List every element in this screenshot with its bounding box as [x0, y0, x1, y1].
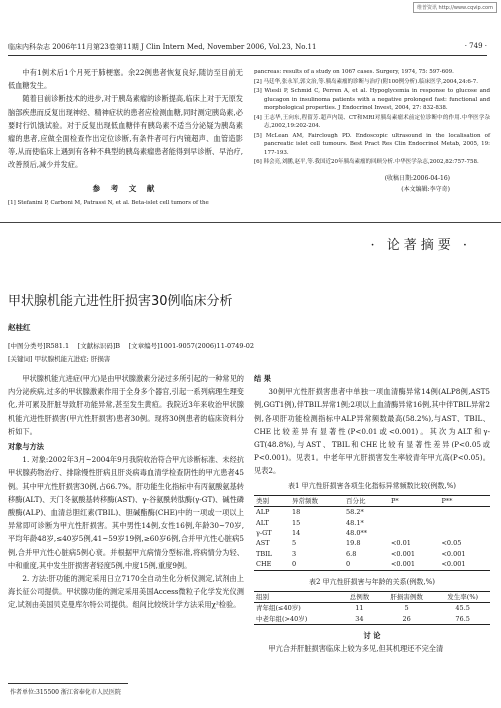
article-right-column [254, 372, 490, 656]
table-cell: <0.001 [389, 559, 440, 570]
table-cell: <0.01 [390, 539, 411, 548]
table-cell [389, 528, 440, 538]
reference-item: [4] 王志华,王向东,程留芳.超声内镜、CT和MRI对胰岛素瘤术前定位诊断中的作用.中华医学杂志,2002,19:202-204. [254, 114, 490, 129]
table-cell: ALT [256, 518, 269, 527]
methods-heading: 对象与方法 [8, 442, 44, 452]
table-cell: 34 [341, 614, 378, 625]
table-cell: 0 [344, 559, 389, 570]
prev-article-left-column [8, 66, 243, 208]
table-cell: 3 [292, 549, 297, 558]
article-meta [8, 340, 254, 366]
table-cell [439, 528, 490, 538]
column-header: 组别 [254, 591, 341, 602]
table-cell [389, 507, 440, 518]
column-header: 百分比 [344, 495, 389, 506]
table-cell: <0.001 [439, 559, 490, 570]
table-row [254, 528, 490, 538]
column-header: 异常频数 [290, 495, 344, 506]
journal-line: 临床内科杂志 2006年11月第23卷第11期 J Clin Intern Med, November 2006, Vol.23, No.11 [8, 43, 317, 51]
table-cell: TBIL [256, 549, 272, 558]
reference-item: [5] McLean AM, Fairclough PD. Endoscopic ultrasound in the localisation of pancreatic islet cell tumours. Best Pract Res Clin Endocrinol Metab, 2005, 19: 177-193. [254, 132, 490, 156]
column-header: P** [439, 495, 490, 506]
table-cell [439, 507, 490, 518]
editor-note: (本文编辑:李守奇) [401, 185, 450, 193]
table-cell: 18 [292, 508, 301, 517]
table-row [254, 614, 490, 625]
table-row [254, 603, 490, 614]
table-cell: <0.05 [441, 539, 462, 548]
clc-number: [中图分类号]R581.1 [8, 342, 70, 350]
column-header: 类别 [254, 495, 290, 506]
table-cell: AST [256, 539, 270, 548]
results-paragraph: 30例甲亢性肝损害患者中单独一项血清酶异常14例(ALP8例,AST5例,GGT1例),伴TBIL异常1例;2项以上血清酶异常16例,其中伴TBIL异常2例,各项肝功能检测指标中ALP异常频数最高(58.2%),与AST、TBIL、CHE比较差异有显著性(P<0.01或<0.001)。其次为ALT和γ-GT(48.8%),与AST、TBIL和CHE比较有显著性差异(P<0.05或P<0.001)。见表1。中老年甲亢肝损害发生率较青年甲亢高(P<0.05)。见表2。 [254, 387, 490, 476]
page-number: · 749 · [464, 42, 487, 50]
author-affiliation: 作者单位:315500 浙江省奉化市人民医院 [10, 689, 121, 696]
reference-item: [6] 韩会亮,刘鹏,赵平,等.我国近20年胰岛素瘤的回顾分析.中华医学杂志,2002,82:757-758. [254, 159, 479, 165]
table-row [254, 559, 490, 570]
table-cell: 48.0** [346, 529, 367, 538]
table-cell: 5 [292, 539, 297, 548]
table-cell: 中老年组(>40岁) [254, 614, 341, 625]
table-cell: 15 [292, 518, 301, 527]
table-cell: <0.001 [441, 549, 466, 558]
received-date: (收稿日期:2006-04-16) [384, 174, 450, 182]
article-number: [文章编号]1001-9057(2006)11-0749-02 [128, 342, 255, 350]
results-heading: 结 果 [254, 374, 271, 383]
table-cell: 0 [290, 559, 344, 570]
author: 赵桂红 [8, 323, 31, 332]
article-left-column [8, 372, 244, 612]
discussion-paragraph: 甲亢合并肝脏损害临床上较为多见,但其机理还不完全清 [268, 644, 444, 654]
prev-paragraph-2: 随着目前诊断技术的进步,对于胰岛素瘤的诊断提高,临床上对于无原发脑部疾患而反复出现神经、精神症状的患者应检测血糖,同时测定胰岛素,必要时行饥饿试验。对于反复出现低血糖伴有胰岛素不适当分泌疑为胰岛素瘤的患者,应做全面检查作出定位诊断,有条件者可行内镜超声、血管造影等,从而使临床上遇到有各种不典型的胰岛素瘤患者能得到早诊断、早治疗,改善预后,减少并发症。 [8, 94, 243, 170]
table-cell: ALP [256, 508, 270, 517]
table-cell [389, 518, 440, 528]
table2-caption: 表2 甲亢性肝损害与年龄的关系(例数,%) [308, 577, 436, 586]
article-title: 甲状腺机能亢进性肝损害30例临床分析 [8, 294, 233, 309]
table-cell: 11 [355, 604, 364, 613]
column-header: 总例数 [341, 591, 378, 602]
reference-item: [1] Stefanini P, Carboni M, Patrassi N, et al. Beta-islet cell tumors of the [8, 199, 209, 206]
table-cell: 5 [404, 604, 409, 613]
table-cell: γ-GT [256, 529, 272, 538]
table-cell: 6.8 [346, 549, 357, 558]
table-cell: <0.001 [390, 549, 416, 558]
table-row [254, 538, 490, 548]
table-cell: 14 [292, 529, 301, 538]
table-row [254, 549, 490, 559]
table-cell: 45.5 [455, 604, 470, 613]
table1 [254, 495, 490, 571]
references-heading: 参 考 文 献 [92, 183, 159, 193]
classification-line [8, 340, 254, 353]
table2 [254, 591, 490, 625]
reference-item: pancreas: results of a study on 1067 cases. Surgery, 1974, 75: 597-609. [254, 69, 454, 75]
keywords: [关键词] 甲状腺机能亢进症; 肝损害 [8, 355, 111, 363]
table-row [254, 518, 490, 528]
table-cell [439, 518, 490, 528]
reference-item: [3] Wiesli P, Schmid C, Perren A, et al. Hypoglycemia in response to glucose and glucagon in insulinoma patients with a negative prolonged fast: functional and morphological properties. J Endocrinol Invest, 2004, 27: 832-838. [254, 88, 490, 111]
column-header: P* [389, 495, 440, 506]
section-title: · 论著摘要 · [370, 238, 471, 253]
table-header-row [254, 495, 490, 506]
intro-paragraph: 甲状腺机能亢进症(甲亢)是由甲状腺激素分泌过多所引起的一种常见的内分泌疾病,过多的甲状腺激素作用于全身多个器官,引起一系列病理生理变化,并可累及肝脏导致肝功能异常,甚至发生黄疸。我院近3年来收治甲状腺机能亢进性肝损害(甲亢性肝损害)患者30例。现将30例患者的临床资料分析如下。 [8, 374, 244, 436]
methods-procedure: 2. 方法:肝功能的测定采用日立7170全自动生化分析仪测定,试剂由上海长征公司提供。甲状腺功能的测定采用美国Access微粒子化学发光仪测定,试剂由美国贝克曼库尔特公司提供。组间比较统计学方法采用χ²检验。 [8, 574, 244, 610]
methods-subjects: 1. 对象:2002年3月~2004年9月我院收治符合甲亢诊断标准、未经抗甲状腺药物治疗、排除慢性肝病且肝炎病毒血清学检查阴性的甲亢患者45例。其中甲亢性肝损害30例,占66.7%。肝功能生化指标中有丙氨酸氨基转移酶(ALT)、天门冬氨酸基转移酶(AST)、γ-谷氨酰转肽酶(γ-GT)、碱性磷酸酶(ALP)、血清总胆红素(TBIL)、胆碱酯酶(CHE)中的一项或一项以上异常即可诊断为甲亢性肝损害。其中男性14例,女性16例,年龄30~70岁,平均年龄48岁,≤40岁5例,41~59岁19例,≥60岁6例,合并甲亢性心脏病5例,合并甲亢性心脏病5例心衰。并根据甲亢病情分型标准,将病情分为轻、中和重度,其中发生肝损害者轻度5例,中度15例,重度9例。 [8, 455, 244, 570]
prev-article-right-column [254, 68, 490, 195]
section-divider [0, 222, 501, 223]
discussion-heading: 讨 论 [363, 631, 381, 641]
table1-caption: 表1 甲亢性肝损害各项生化指标异常频数比较(例数,%) [287, 481, 457, 490]
table-cell: 58.2* [346, 508, 364, 517]
table-row [254, 507, 490, 518]
watermark: 维普资讯 http://www.cqvip.com [413, 2, 497, 13]
table-cell: CHE [254, 559, 290, 570]
footnote-rule [8, 683, 128, 684]
prev-paragraph-1: 中有1例术后1个月死于肺梗塞。余22例患者恢复良好,随访至目前无低血糖发生。 [8, 68, 243, 91]
table-cell: 26 [378, 614, 435, 625]
table-cell: 76.5 [435, 614, 490, 625]
table-cell: 青年组(≤40岁) [256, 604, 301, 613]
reference-item: [2] 马廷华,张永军,郭文治,等.胰岛素瘤的诊断与治疗(附100例分析).临床医学,2004,24:6-7. [254, 78, 479, 85]
table-cell: 48.1* [346, 518, 364, 527]
references-right [254, 68, 490, 167]
column-header: 肝损害例数 [378, 591, 435, 602]
references-left [8, 199, 243, 208]
table-header-row [254, 591, 490, 602]
running-header [8, 42, 487, 56]
column-header: 发生率(%) [435, 591, 490, 602]
doc-code: [文献标识码]B [77, 342, 121, 350]
table-cell: 19.8 [346, 539, 361, 548]
